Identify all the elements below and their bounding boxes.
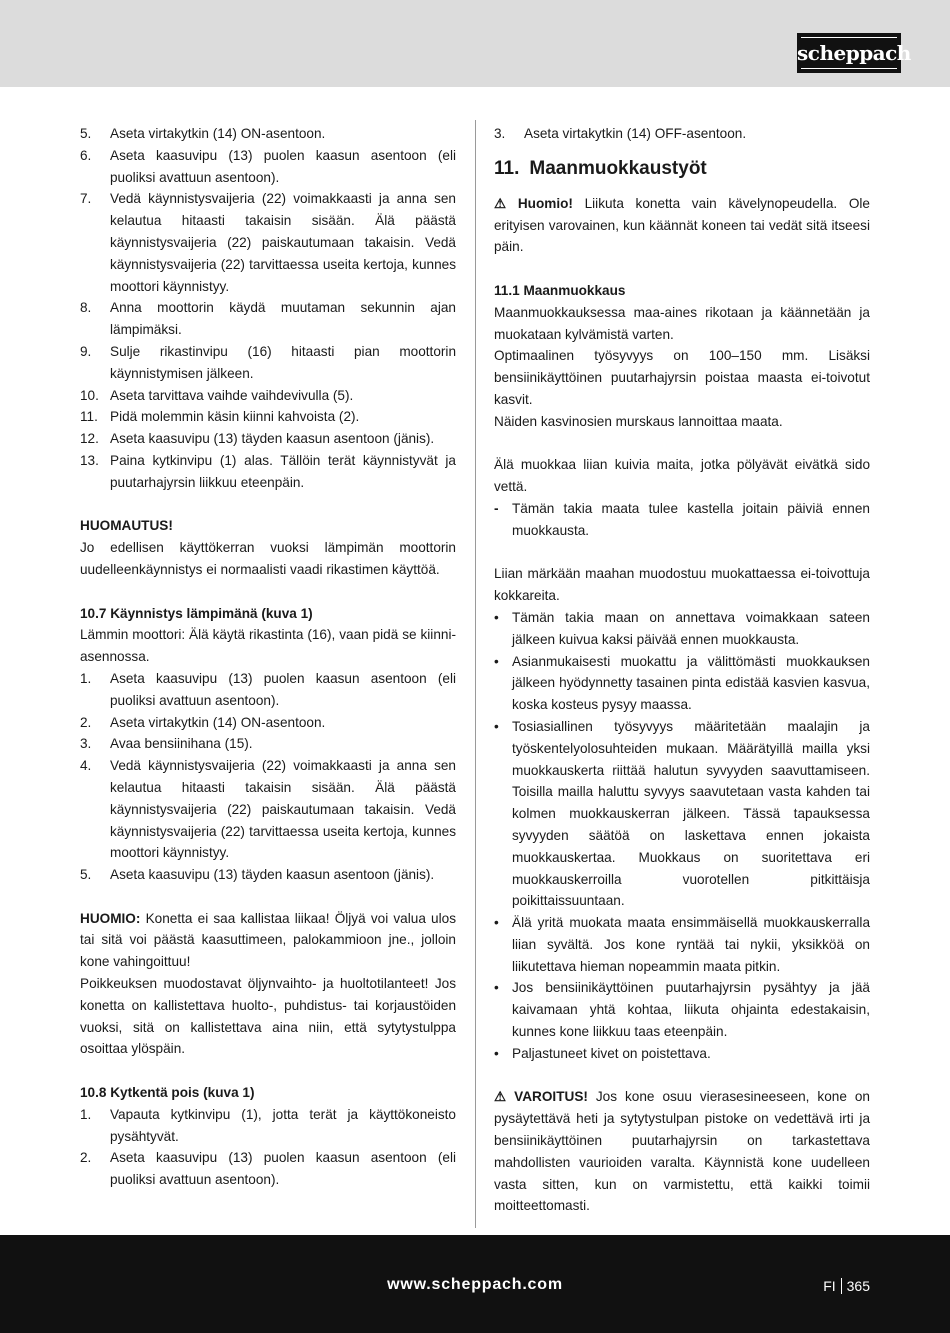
page-number xyxy=(823,1278,870,1294)
bullet-marker: • xyxy=(494,609,499,625)
caution-paragraph xyxy=(80,908,456,973)
varoitus-paragraph xyxy=(494,1086,870,1217)
list-item xyxy=(80,385,456,407)
bullet-marker: • xyxy=(494,915,499,931)
item-number: 3. xyxy=(80,736,92,752)
warning-triangle-icon: ⚠ xyxy=(494,195,507,211)
step-list xyxy=(80,668,456,886)
item-text: Jos bensiinikäyttöinen puutarhajyrsin pysähtyy ja jää kaivamaan yhtä kohtaa, liikuta ohjainta edestakaisin, kunnes kone liikkuu taas eteenpäin. xyxy=(512,980,870,1040)
caution-paragraph-2: Poikkeuksen muodostavat öljynvaihto- ja huoltotilanteet! Jos konetta on kallistettava huolto-, puhdistus- tai korjaustöiden vuoksi, sitä on kallistettava aina niin, että sytytystulppa osoittaa ylöspäin. xyxy=(80,976,456,1057)
list-item xyxy=(494,716,870,912)
list-item xyxy=(80,755,456,864)
item-text: Aseta tarvittava vaihde vaihdevivulla (5). xyxy=(110,387,354,403)
item-text: Anna moottorin käydä muutaman sekunnin ajan lämpimäksi. xyxy=(110,300,456,338)
warning-triangle-icon: ⚠ xyxy=(494,1089,507,1105)
varoitus-text: Jos kone osuu vierasesineeseen, kone on pysäytettävä heti ja sytytystulpan pistoke on vedettävä irti ja bensiinikäyttöinen puutarhajyrsin on tarkastettava mahdollisten vaurioiden varalta. Käynnistä kone uudelleen vasta sitten, kun on varmistettu, että kaikki toimii moitteettomasti. xyxy=(494,1089,870,1214)
paragraph: Maanmuokkauksessa maa-aines rikotaan ja käännetään ja muokataan kylvämistä varten. xyxy=(494,304,870,342)
bullet-marker: • xyxy=(494,1045,499,1061)
item-number: 6. xyxy=(80,147,92,163)
item-number: 7. xyxy=(80,191,92,207)
note-title: HUOMAUTUS! xyxy=(80,518,173,534)
paragraph: Älä muokkaa liian kuivia maita, jotka pölyävät eivätkä sido vettä. xyxy=(494,457,870,495)
step-list xyxy=(80,1104,456,1191)
list-item xyxy=(80,1147,456,1191)
list-item xyxy=(80,341,456,385)
paragraph: Optimaalinen työsyvyys on 100–150 mm. Lisäksi bensiinikäyttöinen puutarhajyrsin poistaa maasta ei-toivotut kasvit. xyxy=(494,348,870,407)
caution-label: HUOMIO: xyxy=(80,910,141,926)
list-item xyxy=(80,406,456,428)
section-intro: Lämmin moottori: Älä käytä rikastinta (16), vaan pidä se kiinni-asennossa. xyxy=(80,627,456,665)
left-column xyxy=(80,123,456,1191)
list-item xyxy=(494,1043,870,1065)
item-text: Aseta kaasuvipu (13) täyden kaasun asentoon (jänis). xyxy=(110,867,435,883)
list-item xyxy=(494,977,870,1042)
chapter-heading xyxy=(494,157,870,181)
item-number: 2. xyxy=(80,1150,92,1166)
bullet-marker: - xyxy=(494,500,499,516)
list-item xyxy=(80,145,456,189)
section-heading: 11.1 Maanmuokkaus xyxy=(494,282,626,298)
item-number: 1. xyxy=(80,1106,92,1122)
caution-text: Konetta ei saa kallistaa liikaa! Öljyä voi valua ulos tai sitä voi päästä kaasuttimeen, palokammioon jne., jolloin kone vahingoittuu! xyxy=(80,910,456,970)
list-item xyxy=(80,668,456,712)
item-number: 11. xyxy=(80,409,98,425)
list-item xyxy=(494,498,870,542)
bullet-marker: • xyxy=(494,718,499,734)
bullet-marker: • xyxy=(494,653,499,669)
step-list xyxy=(80,123,456,494)
item-text: Aseta virtakytkin (14) OFF-asentoon. xyxy=(524,126,747,141)
item-number: 8. xyxy=(80,300,92,316)
list-item xyxy=(80,733,456,755)
list-item xyxy=(80,864,456,886)
item-text: Pidä molemmin käsin kiinni kahvoista (2). xyxy=(110,409,360,425)
list-item xyxy=(494,651,870,716)
item-text: Aseta kaasuvipu (13) puolen kaasun asentoon (eli puoliksi avattuun asentoon). xyxy=(110,670,456,708)
item-number: 9. xyxy=(80,343,92,359)
bullet-marker: • xyxy=(494,980,499,996)
language-code: FI xyxy=(823,1278,836,1294)
item-number: 3. xyxy=(494,126,506,141)
list-item xyxy=(494,123,870,145)
note-text: Jo edellisen käyttökerran vuoksi lämpimän moottorin uudelleenkäynnistys ei normaalisti vaadi rikastimen käyttöä. xyxy=(80,540,456,577)
item-number: 1. xyxy=(80,670,92,686)
item-text: Paljastuneet kivet on poistettava. xyxy=(512,1045,711,1061)
dash-list xyxy=(494,498,870,542)
step-list xyxy=(494,123,870,145)
item-text: Sulje rikastinvipu (16) hitaasti pian moottorin käynnistymisen jälkeen. xyxy=(110,343,456,381)
item-text: Älä yritä muokata maata ensimmäisellä muokkauskerralla liian syvältä. Jos kone ryntää tai nykii, yksikköä on liikutettava hieman nopeammin maata pitkin. xyxy=(512,915,870,974)
chapter-title: Maanmuokkaustyöt xyxy=(529,157,707,179)
item-number: 12. xyxy=(80,431,99,447)
item-number: 2. xyxy=(80,714,92,730)
huomio-paragraph xyxy=(494,193,870,258)
huomio-text: Liikuta konetta vain kävelynopeudella. Ole erityisen varovainen, kun käännät koneen tai vedät sitä itseesi päin. xyxy=(494,195,870,255)
item-text: Aseta virtakytkin (14) ON-asentoon. xyxy=(110,126,326,141)
item-text: Avaa bensiinihana (15). xyxy=(110,736,253,752)
list-item xyxy=(80,1104,456,1148)
item-text: Vedä käynnistysvaijeria (22) voimakkaasti ja anna sen kelautua hitaasti takaisin sisään. Älä päästä käynnistysvaijeria (22) paiskautumaan takaisin. Vedä käynnistysvaijeria (22) tarvittaessa useita kertoja, kunnes moottori käynnistyy. xyxy=(110,191,456,294)
item-text: Tosiasiallinen työsyvyys määritetään maalajin ja työskentelyolosuhteiden mukaan. Määrätyillä mailla yksi muokkauskerta riittää halutun syvyyden saavuttamiseen. Toisilla mailla haluttu syvyys saavutetaan vasta kahden tai kolmen muokkauskerran jälkeen. Tässä tapauksessa syvyyden säätöä on laskettava ennen jokaista muokkauskertaa. Muokkaus on suoritettava eri muokkauskerroilla vuorotellen pitkittäisja poikittaissuuntaan. xyxy=(512,718,870,909)
item-text: Aseta kaasuvipu (13) täyden kaasun asentoon (jänis). xyxy=(110,431,435,447)
bullet-list xyxy=(494,607,870,1065)
item-text: Aseta kaasuvipu (13) puolen kaasun asentoon (eli puoliksi avattuun asentoon). xyxy=(110,1150,456,1188)
list-item xyxy=(494,912,870,977)
section-heading: 10.7 Käynnistys lämpimänä (kuva 1) xyxy=(80,605,313,621)
list-item xyxy=(494,607,870,651)
item-number: 13. xyxy=(80,452,99,468)
item-text: Tämän takia maan on annettava voimakkaan sateen jälkeen kuivua kaksi päivää ennen muokkausta. xyxy=(512,609,870,647)
item-number: 5. xyxy=(80,867,92,883)
huomio-label: Huomio! xyxy=(506,195,573,211)
header-bar xyxy=(0,0,950,87)
separator xyxy=(841,1278,842,1294)
website-link[interactable]: www.scheppach.com xyxy=(387,1276,563,1293)
section-heading: 10.8 Kytkentä pois (kuva 1) xyxy=(80,1085,255,1101)
list-item xyxy=(80,188,456,297)
list-item xyxy=(80,712,456,734)
varoitus-label: VAROITUS! xyxy=(506,1089,588,1105)
item-text: Vedä käynnistysvaijeria (22) voimakkaasti ja anna sen kelautua hitaasti takaisin sisään. Älä päästä käynnistysvaijeria (22) paiskautumaan takaisin. Vedä käynnistysvaijeria (22) tarvittaessa useita kertoja, kunnes moottori käynnistyy. xyxy=(110,758,456,861)
column-divider xyxy=(475,120,476,1228)
item-text: Aseta kaasuvipu (13) puolen kaasun asentoon (eli puoliksi avattuun asentoon). xyxy=(110,147,456,185)
brand-logo: scheppach xyxy=(797,33,901,73)
item-number: 5. xyxy=(80,126,92,141)
list-item xyxy=(80,297,456,341)
list-item xyxy=(80,450,456,494)
list-item xyxy=(80,428,456,450)
list-item xyxy=(80,123,456,145)
page-number-value: 365 xyxy=(846,1278,870,1294)
paragraph: Liian märkään maahan muodostuu muokattaessa ei-toivottuja kokkareita. xyxy=(494,566,870,604)
chapter-number: 11. xyxy=(494,157,520,179)
item-text: Vapauta kytkinvipu (1), jotta terät ja käyttökoneisto pysähtyvät. xyxy=(110,1106,456,1144)
right-column xyxy=(494,123,870,1217)
item-text: Paina kytkinvipu (1) alas. Tällöin terät käynnistyvät ja puutarhajyrsin liikkuu eteenpäin. xyxy=(110,452,456,490)
paragraph: Näiden kasvinosien murskaus lannoittaa maata. xyxy=(494,413,783,429)
item-text: Tämän takia maata tulee kastella joitain päiviä ennen muokkausta. xyxy=(512,500,870,538)
item-text: Asianmukaisesti muokattu ja välittömästi muokkauksen jälkeen hyödynnetty tasainen pinta edistää kasvien kasvua, koska kosteus pysyy maassa. xyxy=(512,653,870,713)
item-number: 10. xyxy=(80,387,99,403)
item-text: Aseta virtakytkin (14) ON-asentoon. xyxy=(110,714,326,730)
item-number: 4. xyxy=(80,758,92,774)
